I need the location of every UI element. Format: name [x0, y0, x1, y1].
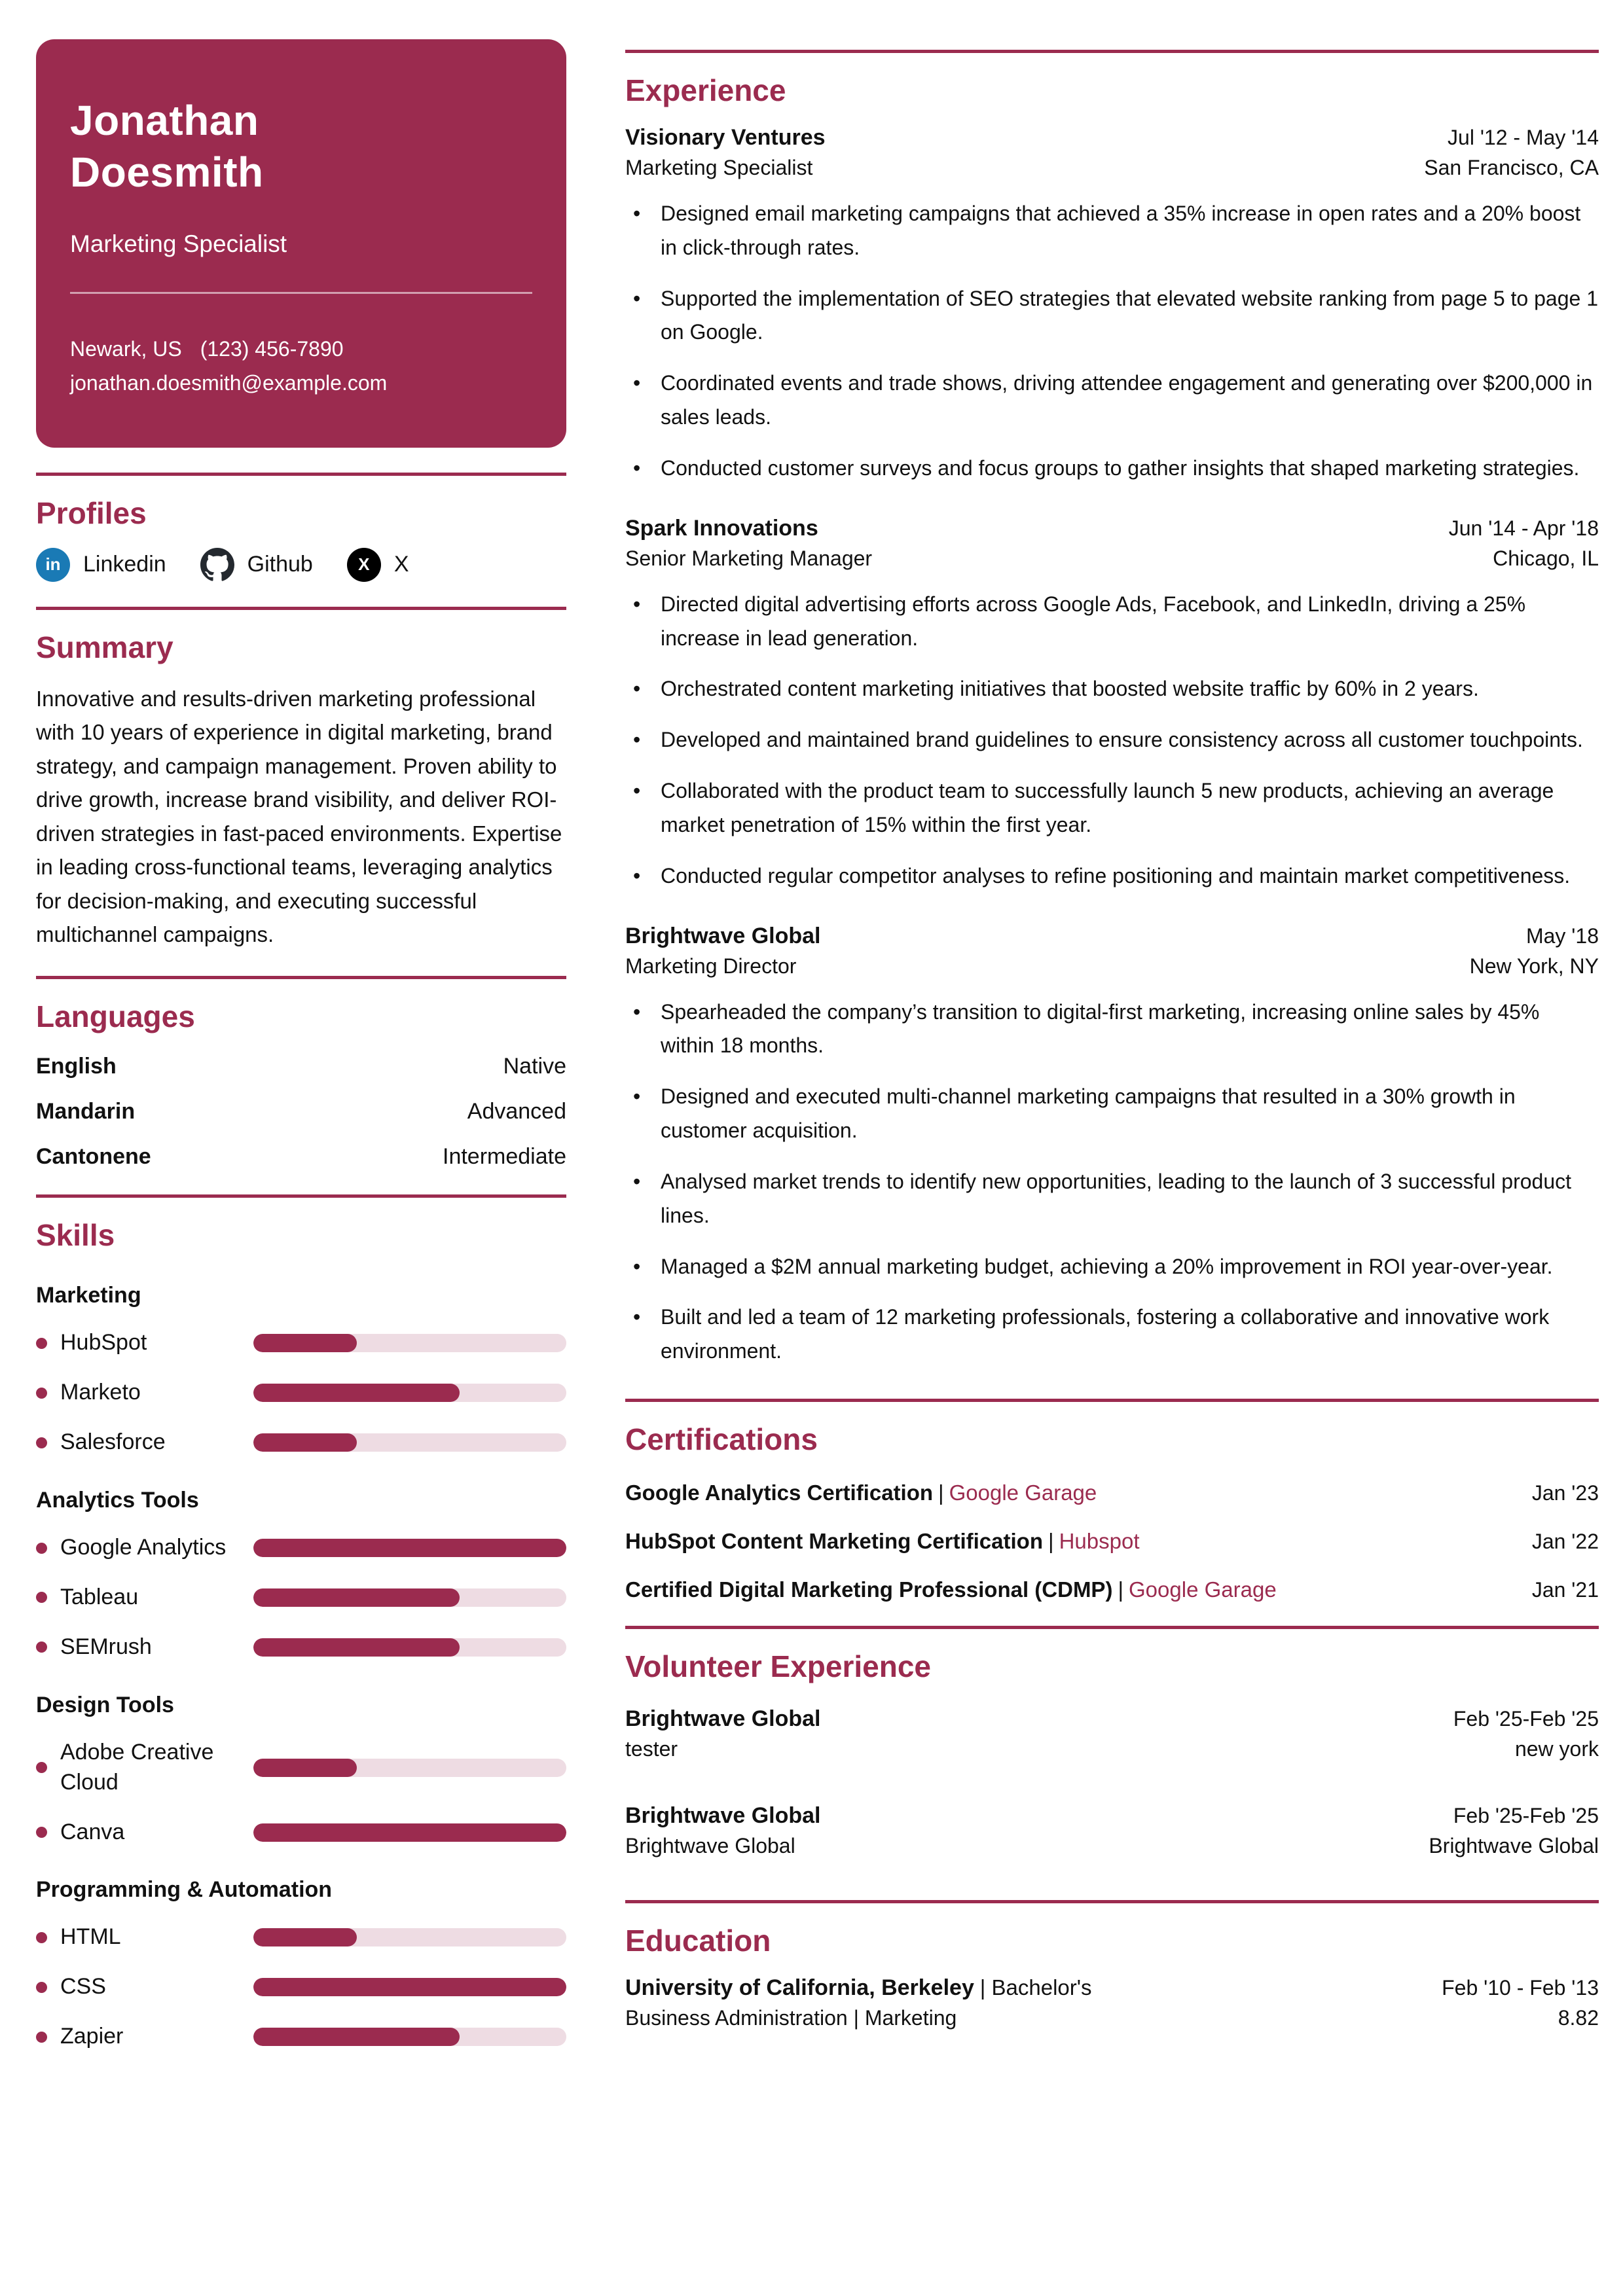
- skill-group-title: Marketing: [36, 1283, 141, 1308]
- profile-github[interactable]: [200, 548, 313, 582]
- bullet-item: [625, 859, 1599, 893]
- header-card: [36, 39, 566, 448]
- languages-section: [36, 999, 566, 1170]
- company-name: Brightwave Global: [625, 923, 821, 948]
- volunteer-location: Brightwave Global: [1429, 1834, 1599, 1858]
- skill-group-title: Design Tools: [36, 1692, 174, 1717]
- language-name: English: [36, 1054, 117, 1079]
- volunteer-role: Brightwave Global: [625, 1834, 795, 1858]
- entry-head: [625, 1706, 1599, 1732]
- entry-dates: Feb '25-Feb '25: [1453, 1804, 1599, 1828]
- linkedin-icon: [36, 548, 70, 582]
- education-section: [625, 1923, 1599, 2030]
- bullet-dot-icon: [36, 1592, 47, 1603]
- entry-location: New York, NY: [1469, 954, 1599, 978]
- entry-role: Marketing Director: [625, 954, 797, 978]
- skill-bar-fill: [253, 1759, 357, 1777]
- entry-dates: May '18: [1525, 924, 1599, 948]
- skill-bar-fill: [253, 1588, 460, 1607]
- separator: |: [938, 1480, 944, 1505]
- skill-bar-fill: [253, 1433, 357, 1452]
- bullet-item: [625, 1300, 1599, 1369]
- entry-location: Chicago, IL: [1493, 546, 1599, 570]
- left-column: [36, 39, 566, 2072]
- gpa-value: 8.82: [1558, 2006, 1599, 2030]
- github-icon: [200, 548, 234, 582]
- experience-title: Experience: [625, 73, 786, 107]
- bullet-item: [625, 774, 1599, 842]
- skill-bar: [253, 1334, 566, 1352]
- x-icon: [347, 548, 381, 582]
- bullet-list: [625, 996, 1599, 1369]
- volunteer-entry: [625, 1706, 1599, 1761]
- certification-date: Jan '21: [1531, 1578, 1599, 1602]
- skills-title: Skills: [36, 1218, 115, 1253]
- skill-bar: [253, 1433, 566, 1452]
- skill-row: [36, 1738, 566, 1798]
- skill-bar: [253, 1588, 566, 1607]
- certification-text: [625, 1480, 1519, 1505]
- skill-bar-fill: [253, 2028, 460, 2046]
- experience-entry: [625, 924, 1599, 1369]
- entry-dates: Jun '14 - Apr '18: [1448, 516, 1599, 540]
- bullet-dot-icon: [36, 2032, 47, 2043]
- language-row: [36, 1099, 566, 1124]
- certification-row: [625, 1529, 1599, 1554]
- entry-head: [625, 516, 1599, 541]
- bullet-item: [625, 723, 1599, 757]
- bullet-dot-icon: [36, 1762, 47, 1773]
- company-name: Spark Innovations: [625, 515, 818, 541]
- entry-sub: [625, 1737, 1599, 1761]
- certification-date: Jan '23: [1531, 1481, 1599, 1505]
- bullet-dot-icon: [36, 1932, 47, 1943]
- certification-issuer[interactable]: Google Garage: [1129, 1577, 1277, 1602]
- entry-dates: Jul '12 - May '14: [1448, 126, 1599, 149]
- certification-name: HubSpot Content Marketing Certification: [625, 1529, 1043, 1554]
- bullet-dot-icon: [36, 1827, 47, 1838]
- section-rule: [625, 1626, 1599, 1629]
- bullet-text: • Coordinated events and trade shows, driving attendee engagement and generating over $200,000 in sales leads.: [661, 371, 1593, 429]
- skill-label: HTML: [60, 1924, 121, 1950]
- education-entry: [625, 1975, 1599, 2030]
- skill-label: Salesforce: [60, 1429, 166, 1455]
- skill-bar: [253, 1759, 566, 1777]
- bullet-text: • Directed digital advertising efforts across Google Ads, Facebook, and LinkedIn, driving a 25% increase in lead generation.: [661, 592, 1526, 650]
- bullet-text: • Developed and maintained brand guidelines to ensure consistency across all customer touchpoints.: [661, 728, 1583, 752]
- section-rule: [625, 1399, 1599, 1402]
- skill-label: Adobe Creative Cloud: [60, 1739, 214, 1795]
- bullet-item: [625, 996, 1599, 1064]
- certification-issuer[interactable]: Hubspot: [1059, 1529, 1140, 1554]
- bullet-text: • Managed a $2M annual marketing budget, achieving a 20% improvement in ROI year-over-year.: [661, 1254, 1553, 1278]
- bullet-item: [625, 1165, 1599, 1233]
- skill-label: SEMrush: [60, 1634, 152, 1659]
- section-rule: [625, 50, 1599, 53]
- skill-bar: [253, 1823, 566, 1842]
- skill-label: Marketo: [60, 1380, 141, 1405]
- entry-sub: [625, 954, 1599, 978]
- bullet-item: [625, 282, 1599, 350]
- skill-bar: [253, 1928, 566, 1946]
- summary-text: Innovative and results-driven marketing professional with 10 years of experience in digital marketing, brand strategy, and campaign management. Proven ability to drive growth, increase brand visibility, and deliver ROI-driven strategies in fast-paced environments. Expertise in leading cross-functional teams, leveraging analytics for decision-making, and executing successful multichannel campaigns.: [36, 686, 562, 946]
- skill-bar: [253, 1978, 566, 1996]
- bullet-item: [625, 672, 1599, 706]
- certifications-section: [625, 1422, 1599, 1602]
- skill-row: [36, 1427, 566, 1458]
- entry-head: [625, 1803, 1599, 1829]
- entry-role: Marketing Specialist: [625, 156, 813, 179]
- skill-bar: [253, 1638, 566, 1657]
- volunteer-entry: [625, 1803, 1599, 1858]
- skill-group-title: Analytics Tools: [36, 1488, 199, 1513]
- profile-linkedin[interactable]: [36, 548, 166, 582]
- skill-row: [36, 1533, 566, 1563]
- skill-row: [36, 1818, 566, 1848]
- phone-text: (123) 456-7890: [200, 336, 344, 361]
- separator: |: [1118, 1577, 1124, 1602]
- skill-bar: [253, 2028, 566, 2046]
- location-text: Newark, US: [70, 336, 182, 361]
- section-rule: [625, 1900, 1599, 1903]
- skill-row: [36, 1328, 566, 1358]
- volunteer-role: tester: [625, 1737, 678, 1761]
- skill-label: Canva: [60, 1819, 125, 1844]
- bullet-item: [625, 367, 1599, 435]
- skill-label: Tableau: [60, 1585, 139, 1610]
- skill-label: Google Analytics: [60, 1535, 227, 1560]
- certification-text: [625, 1577, 1519, 1602]
- bullet-item: [625, 452, 1599, 486]
- entry-head: [625, 924, 1599, 949]
- language-name: Mandarin: [36, 1099, 136, 1124]
- language-level: Native: [503, 1054, 566, 1079]
- certification-issuer[interactable]: Google Garage: [949, 1480, 1097, 1505]
- summary-section: [36, 630, 566, 952]
- skill-row: [36, 1922, 566, 1952]
- volunteer-org: Brightwave Global: [625, 1706, 821, 1732]
- bullet-dot-icon: [36, 1437, 47, 1448]
- candidate-title: Marketing Specialist: [70, 230, 287, 257]
- profile-x[interactable]: [347, 548, 409, 582]
- education-title: Education: [625, 1924, 771, 1958]
- section-rule: [36, 1194, 566, 1198]
- degree-text: | Bachelor's: [979, 1975, 1092, 2000]
- entry-role: Senior Marketing Manager: [625, 546, 873, 570]
- bullet-list: [625, 197, 1599, 486]
- entry-dates: Feb '10 - Feb '13: [1442, 1976, 1599, 2000]
- section-rule: [36, 473, 566, 476]
- volunteer-location: new york: [1514, 1737, 1599, 1761]
- certification-date: Jan '22: [1531, 1530, 1599, 1554]
- bullet-text: • Spearheaded the company’s transition to digital-first marketing, increasing online sales by 45% within 18 months.: [661, 999, 1540, 1058]
- skill-row: [36, 1583, 566, 1613]
- skill-bar-fill: [253, 1384, 460, 1402]
- bullet-dot-icon: [36, 1641, 47, 1653]
- skill-bar-fill: [253, 1928, 357, 1946]
- language-name: Cantonene: [36, 1144, 151, 1170]
- entry-sub: [625, 547, 1599, 571]
- right-column: [625, 27, 1599, 2060]
- skill-group-title: Programming & Automation: [36, 1877, 333, 1903]
- skill-row: [36, 1972, 566, 2002]
- certification-name: Certified Digital Marketing Professional (CDMP): [625, 1577, 1113, 1602]
- entry-sub: [625, 1834, 1599, 1858]
- linkedin-glyph: in: [45, 554, 61, 575]
- experience-entry: [625, 516, 1599, 893]
- bullet-text: • Collaborated with the product team to successfully launch 5 new products, achieving an average market penetration of 15% within the first year.: [661, 779, 1554, 836]
- school-name: University of California, Berkeley: [625, 1975, 974, 2001]
- bullet-text: • Conducted customer surveys and focus groups to gather insights that shaped marketing strategies.: [661, 456, 1580, 480]
- bullet-dot-icon: [36, 1388, 47, 1399]
- experience-section: [625, 73, 1599, 1369]
- profiles-row: [36, 548, 566, 582]
- skill-label: HubSpot: [60, 1330, 147, 1355]
- languages-title: Languages: [36, 999, 195, 1034]
- certifications-title: Certifications: [625, 1422, 818, 1457]
- profile-label: Github: [247, 552, 313, 577]
- bullet-item: [625, 1080, 1599, 1148]
- experience-entry: [625, 125, 1599, 486]
- skill-label: Zapier: [60, 2024, 124, 2049]
- skill-bar-fill: [253, 1334, 357, 1352]
- field-of-study: Business Administration | Marketing: [625, 2006, 957, 2030]
- volunteer-title: Volunteer Experience: [625, 1649, 931, 1684]
- bullet-item: [625, 588, 1599, 656]
- contact-line-email: [70, 367, 532, 399]
- card-divider: [70, 292, 532, 294]
- skill-bar: [253, 1384, 566, 1402]
- volunteer-section: [625, 1649, 1599, 1858]
- skills-section: [36, 1217, 566, 2052]
- skill-bar-fill: [253, 1539, 566, 1557]
- skill-bar-fill: [253, 1823, 566, 1842]
- candidate-name: Jonathan Doesmith: [70, 97, 264, 196]
- entry-sub: [625, 156, 1599, 180]
- skill-bar-fill: [253, 1978, 566, 1996]
- bullet-item: [625, 197, 1599, 265]
- bullet-text: • Orchestrated content marketing initiatives that boosted website traffic by 60% in 2 years.: [661, 677, 1479, 701]
- education-school-line: [625, 1975, 1092, 2001]
- language-row: [36, 1054, 566, 1079]
- section-rule: [36, 607, 566, 610]
- bullet-list: [625, 588, 1599, 893]
- bullet-text: • Analysed market trends to identify new opportunities, leading to the launch of 3 successful product lines.: [661, 1169, 1572, 1227]
- language-level: Advanced: [467, 1099, 566, 1124]
- bullet-text: • Built and led a team of 12 marketing professionals, fostering a collaborative and innovative work environment.: [661, 1305, 1550, 1363]
- skill-bar-fill: [253, 1638, 460, 1657]
- certification-name: Google Analytics Certification: [625, 1480, 934, 1505]
- entry-head: [625, 1975, 1599, 2001]
- skill-bar: [253, 1539, 566, 1557]
- certification-row: [625, 1480, 1599, 1505]
- skill-row: [36, 2022, 566, 2052]
- entry-location: San Francisco, CA: [1424, 156, 1599, 179]
- bullet-dot-icon: [36, 1543, 47, 1554]
- skill-label: CSS: [60, 1974, 106, 2000]
- bullet-text: • Conducted regular competitor analyses to refine positioning and maintain market competitiveness.: [661, 863, 1571, 888]
- certification-text: [625, 1529, 1519, 1554]
- section-rule: [36, 976, 566, 979]
- entry-sub: [625, 2006, 1599, 2030]
- separator: |: [1048, 1529, 1054, 1554]
- profile-label: X: [393, 552, 409, 577]
- skill-row: [36, 1378, 566, 1408]
- x-glyph: X: [358, 554, 370, 575]
- bullet-dot-icon: [36, 1338, 47, 1349]
- bullet-text: • Designed and executed multi-channel marketing campaigns that resulted in a 30% growth in customer acquisition.: [661, 1085, 1516, 1143]
- bullet-item: [625, 1250, 1599, 1284]
- summary-title: Summary: [36, 630, 173, 664]
- contact-line: [70, 333, 532, 365]
- bullet-dot-icon: [36, 1982, 47, 1993]
- profiles-section: [36, 495, 566, 582]
- language-level: Intermediate: [443, 1144, 566, 1170]
- profile-label: Linkedin: [83, 552, 166, 577]
- skill-row: [36, 1632, 566, 1662]
- volunteer-org: Brightwave Global: [625, 1803, 821, 1829]
- certification-row: [625, 1577, 1599, 1602]
- bullet-text: • Supported the implementation of SEO strategies that elevated website ranking from page 5 to page 1 on Google.: [661, 286, 1598, 344]
- email-text: jonathan.doesmith@example.com: [70, 370, 388, 395]
- language-row: [36, 1144, 566, 1170]
- entry-dates: Feb '25-Feb '25: [1453, 1707, 1599, 1731]
- bullet-text: • Designed email marketing campaigns that achieved a 35% increase in open rates and a 20% boost in click-through rates.: [661, 202, 1581, 259]
- entry-head: [625, 125, 1599, 151]
- profiles-title: Profiles: [36, 495, 147, 530]
- company-name: Visionary Ventures: [625, 125, 826, 150]
